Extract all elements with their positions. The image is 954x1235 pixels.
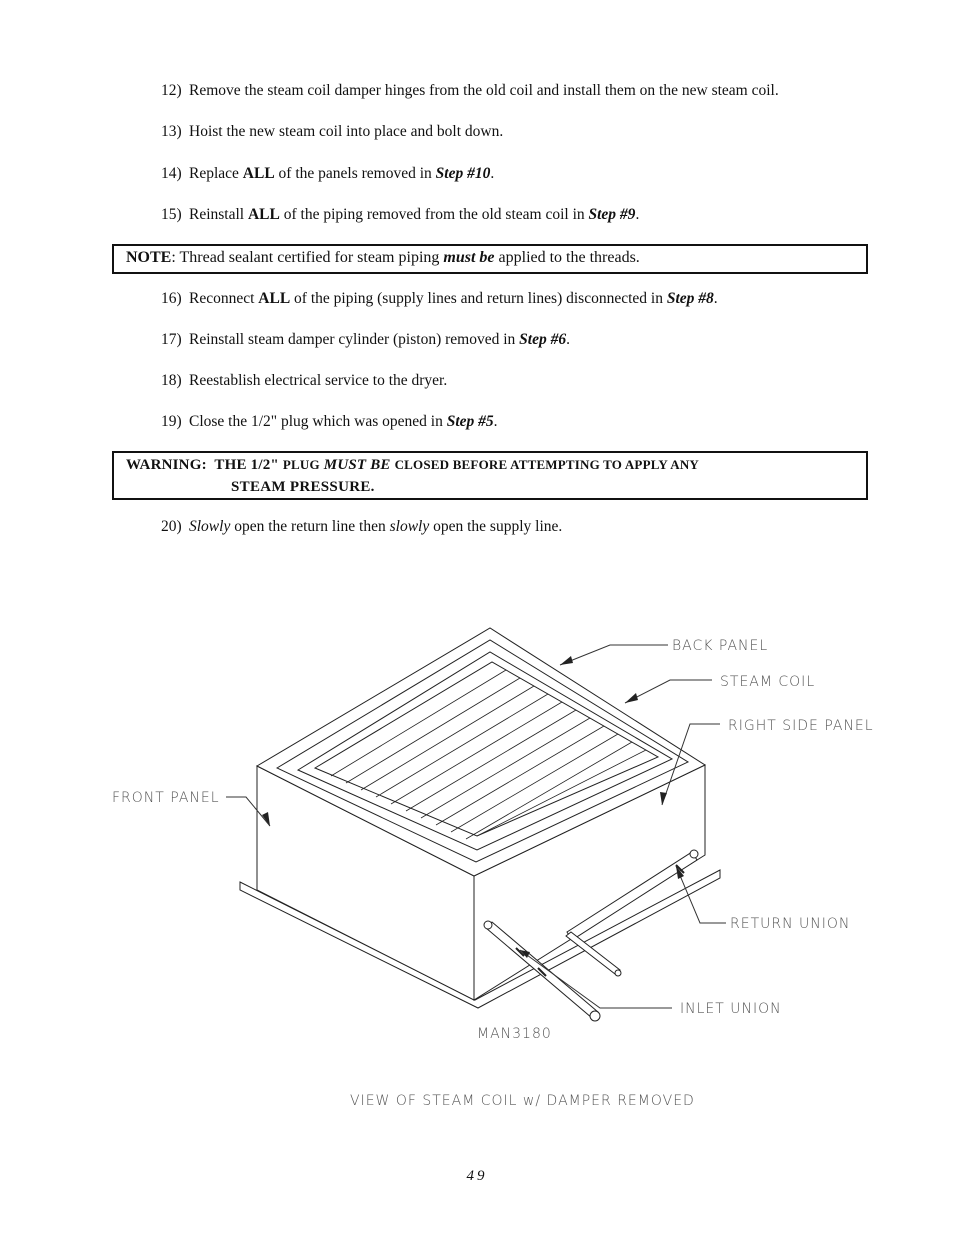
- page-number: 49: [466, 1168, 488, 1184]
- step-16: 16) Reconnect ALL of the piping (supply lines and return lines) disconnected in Step #8.: [161, 290, 718, 307]
- note-box: [112, 244, 868, 274]
- step-18: 18) Reestablish electrical service to the dryer.: [161, 372, 448, 389]
- step-17: 17) Reinstall steam damper cylinder (piston) removed in Step #6.: [161, 331, 570, 348]
- label-back-panel: BACK PANEL: [672, 638, 769, 654]
- drawing-id: MAN3180: [477, 1026, 552, 1042]
- label-inlet-union: INLET UNION: [680, 1001, 782, 1017]
- steam-coil-drawing: [0, 560, 954, 1120]
- step-14: 14) Replace ALL of the panels removed in Step #10.: [161, 165, 495, 182]
- step-20: 20) Slowly open the return line then slowly open the supply line.: [161, 518, 563, 535]
- warning-box: [112, 451, 868, 500]
- label-front-panel: FRONT PANEL: [112, 790, 220, 806]
- step-19: 19) Close the 1/2" plug which was opened in Step #5.: [161, 413, 498, 430]
- label-steam-coil: STEAM COIL: [720, 674, 816, 690]
- warning-line-1: WARNING: THE 1/2" PLUG MUST BE CLOSED BEFORE ATTEMPTING TO APPLY ANY: [126, 457, 699, 473]
- note-text: NOTE: Thread sealant certified for steam piping must be applied to the threads.: [126, 249, 640, 266]
- label-return-union: RETURN UNION: [730, 916, 851, 932]
- label-right-side-panel: RIGHT SIDE PANEL: [728, 718, 874, 734]
- step-13: 13) Hoist the new steam coil into place and bolt down.: [161, 123, 504, 140]
- step-15: 15) Reinstall ALL of the piping removed from the old steam coil in Step #9.: [161, 206, 640, 223]
- step-12: 12) Remove the steam coil damper hinges from the old coil and install them on the new steam coil.: [161, 82, 779, 99]
- coil-unit: [240, 628, 720, 1008]
- warning-line-2: STEAM PRESSURE.: [231, 479, 375, 495]
- figure-caption: VIEW OF STEAM COIL w/ DAMPER REMOVED: [350, 1093, 695, 1109]
